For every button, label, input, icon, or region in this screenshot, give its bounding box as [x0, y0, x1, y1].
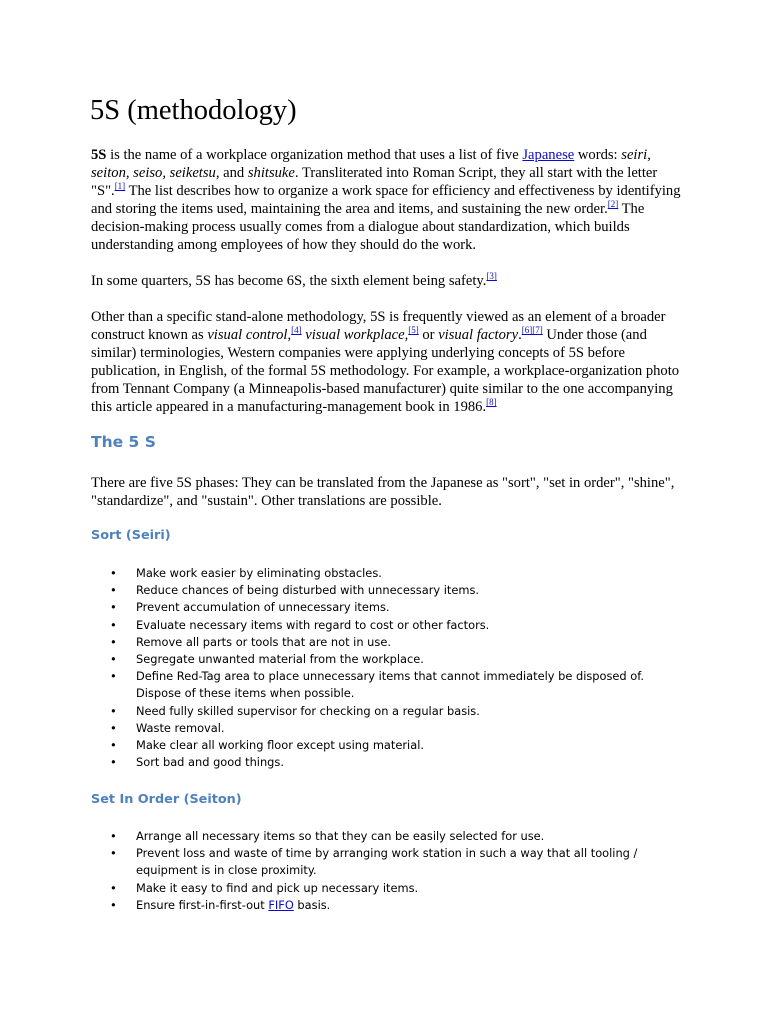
list-item: • Segregate unwanted material from the workplace.	[110, 651, 670, 668]
reference-2-link[interactable]: [2]	[607, 199, 619, 209]
subheading-set-in-order: Set In Order (Seiton)	[91, 792, 242, 807]
sort-list	[110, 565, 670, 771]
list-item: • Prevent accumulation of unnecessary items.	[110, 599, 670, 616]
page-title: 5S (methodology)	[90, 95, 297, 126]
bullet-icon: •	[110, 703, 117, 718]
bullet-icon: •	[110, 720, 117, 735]
bullet-icon: •	[110, 634, 117, 649]
list-item: • Need fully skilled supervisor for checking on a regular basis.	[110, 703, 670, 720]
list-item: • Define Red-Tag area to place unnecessary items that cannot immediately be disposed of. Dispose of these items when possible.	[110, 669, 645, 701]
list-item: • Sort bad and good things.	[110, 754, 670, 771]
link-fifo[interactable]: FIFO	[268, 897, 294, 912]
list-item: • Prevent loss and waste of time by arranging work station in such a way that all tooling / equipment is in close proximity.	[110, 846, 638, 878]
bullet-icon: •	[110, 755, 117, 770]
bullet-icon: •	[110, 846, 117, 861]
bullet-icon: •	[110, 897, 117, 912]
bullet-icon: •	[110, 600, 117, 615]
reference-8-link[interactable]: [8]	[486, 397, 497, 407]
bullet-icon: •	[110, 617, 117, 632]
list-item: • Reduce chances of being disturbed with unnecessary items.	[110, 582, 670, 599]
intro-paragraph: 5S is the name of a workplace organization method that uses a list of five Japanese words: seiri, seiton, seiso, seiketsu, and shitsuke. Transliterated into Roman Script, they all start with the letter "S".[1] The list describes how to organize a work space for efficiency and effectiveness by identifying and storing the items used, maintaining the area and items, and sustaining the new order.[2] The decision-making process usually comes from a dialogue about standardization, which builds understanding among employees of how they should do the work.	[91, 147, 681, 253]
bullet-icon: •	[110, 829, 117, 843]
bullet-icon: •	[110, 566, 117, 580]
list-item: • Evaluate necessary items with regard to cost or other factors.	[110, 617, 670, 634]
list-item: • Make it easy to find and pick up necessary items.	[110, 880, 670, 897]
reference-4-link[interactable]: [4]	[291, 325, 302, 335]
list-item: • Waste removal.	[110, 720, 670, 737]
subheading-sort: Sort (Seiri)	[91, 528, 171, 543]
link-japanese[interactable]: Japanese	[522, 147, 575, 163]
safety-paragraph: In some quarters, 5S has become 6S, the sixth element being safety.[3]	[91, 271, 497, 289]
bullet-icon: •	[110, 583, 117, 598]
reference-5-link[interactable]: [5]	[408, 325, 419, 335]
bullet-icon: •	[110, 880, 117, 895]
visual-control-paragraph: Other than a specific stand-alone methodology, 5S is frequently viewed as an element of a broader construct known as visual control,[4] visual workplace,[5] or visual factory.[6][7] Under those (and similar) terminologies, Western companies were applying underlying concepts of 5S before publication, in English, of the formal 5S methodology. For example, a workplace-organization photo from Tennant Company (a Minneapolis-based manufacturer) quite similar to the one accompanying this article appeared in a manufacturing-management book in 1986.[8]	[91, 309, 680, 415]
list-item: • Arrange all necessary items so that they can be easily selected for use.	[110, 828, 670, 845]
reference-3-link[interactable]: [3]	[486, 271, 497, 281]
intro-bold-term: 5S	[91, 147, 107, 163]
list-item: • Ensure first-in-first-out FIFO basis.	[110, 897, 670, 914]
bullet-icon: •	[110, 652, 117, 667]
list-item: • Remove all parts or tools that are not in use.	[110, 634, 670, 651]
list-item: • Make work easier by eliminating obstacles.	[110, 565, 670, 582]
section-heading-the-5s: The 5 S	[91, 433, 156, 451]
reference-1-link[interactable]: [1]	[114, 181, 126, 191]
set-in-order-list	[110, 828, 670, 914]
japanese-words: seiri, seiton, seiso, seiketsu,	[91, 147, 651, 181]
bullet-icon: •	[110, 669, 117, 684]
reference-6-7-link[interactable]: [6][7]	[521, 325, 543, 335]
section-intro-paragraph: There are five 5S phases: They can be translated from the Japanese as "sort", "set in order", "shine", "standardize", and "sustain". Other translations are possible.	[91, 475, 675, 509]
list-item: • Make clear all working floor except using material.	[110, 737, 670, 754]
bullet-icon: •	[110, 738, 117, 753]
